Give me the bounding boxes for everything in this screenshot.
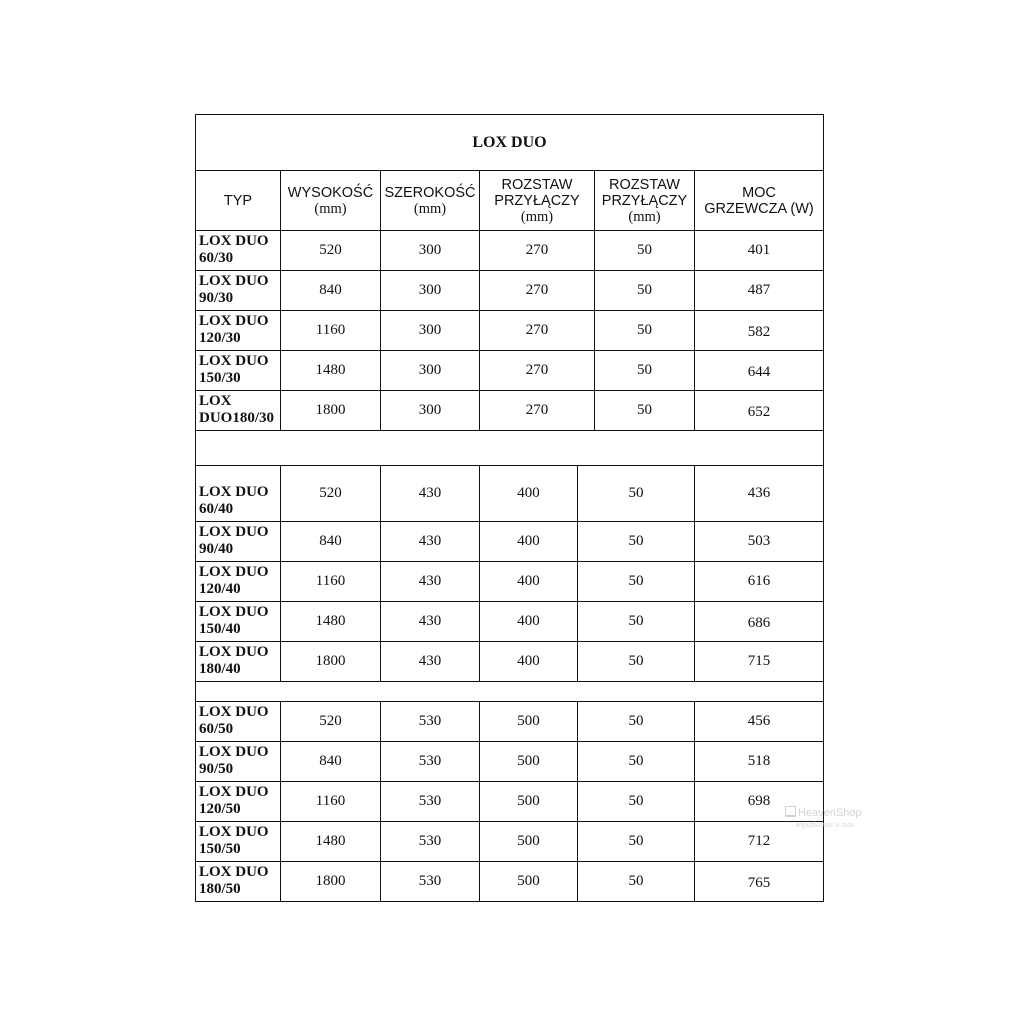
row-type-line: 120/40 (199, 581, 241, 597)
row-type-line: 90/40 (199, 541, 234, 557)
cell-power: 616 (694, 561, 824, 602)
cell-spacing2: 50 (594, 350, 695, 391)
header-przylaczy-b-label: PRZYŁĄCZY (601, 192, 688, 209)
row-type-line: DUO180/30 (199, 410, 274, 426)
cell-height: 1800 (280, 641, 381, 682)
header-przylaczy-a-label: PRZYŁĄCZY (494, 192, 580, 209)
cell-width: 430 (380, 465, 480, 522)
cell-spacing2: 50 (577, 601, 695, 642)
row-type-line: 120/50 (199, 801, 241, 817)
cell-power: 686 (694, 601, 824, 642)
cell-spacing2: 50 (594, 390, 695, 431)
cell-height: 1480 (280, 821, 381, 862)
cell-width: 300 (380, 270, 480, 311)
row-type (195, 350, 281, 391)
cell-spacing2: 50 (577, 821, 695, 862)
cell-spacing2: 50 (577, 641, 695, 682)
cell-power: 518 (694, 741, 824, 782)
row-type-line: 180/40 (199, 661, 241, 677)
cell-spacing2: 50 (577, 861, 695, 902)
cell-power: 487 (694, 270, 824, 311)
row-type (195, 861, 281, 902)
cell-spacing: 400 (479, 465, 578, 522)
row-type-line: LOX DUO (199, 704, 269, 720)
row-type-line: LOX DUO (199, 564, 269, 580)
table-title: LOX DUO (195, 114, 824, 171)
cell-spacing: 500 (479, 741, 578, 782)
row-type (195, 821, 281, 862)
header-moc (694, 170, 824, 231)
row-type (195, 521, 281, 562)
header-typ: TYP (195, 170, 281, 231)
cell-spacing: 400 (479, 641, 578, 682)
cell-spacing2: 50 (577, 465, 695, 522)
cell-spacing: 500 (479, 701, 578, 742)
cell-spacing2: 50 (577, 521, 695, 562)
row-type-line: LOX DUO (199, 604, 269, 620)
row-type-line: LOX DUO (199, 353, 269, 369)
header-rozstaw-b (594, 170, 695, 231)
cell-spacing: 400 (479, 601, 578, 642)
cell-power: 765 (694, 861, 824, 902)
cell-width: 430 (380, 641, 480, 682)
spec-table (195, 114, 824, 904)
cell-width: 300 (380, 310, 480, 351)
cell-spacing2: 50 (594, 270, 695, 311)
row-type (195, 390, 281, 431)
row-type-line: 150/50 (199, 841, 241, 857)
row-type (195, 701, 281, 742)
row-type (195, 781, 281, 822)
row-type-line: LOX DUO (199, 744, 269, 760)
watermark-brand: HeavenShop (798, 807, 862, 819)
row-type (195, 741, 281, 782)
cell-height: 520 (280, 465, 381, 522)
cell-spacing2: 50 (577, 701, 695, 742)
row-type (195, 310, 281, 351)
row-type-line: LOX DUO (199, 784, 269, 800)
cell-width: 300 (380, 390, 480, 431)
cell-spacing: 270 (479, 350, 595, 391)
row-type (195, 561, 281, 602)
cell-width: 530 (380, 821, 480, 862)
row-type-line: LOX DUO (199, 273, 269, 289)
cell-width: 430 (380, 561, 480, 602)
cell-spacing: 270 (479, 270, 595, 311)
row-type (195, 270, 281, 311)
header-szerokosc-label: SZEROKOŚĆ (384, 184, 476, 201)
row-type-line: 150/40 (199, 621, 241, 637)
shop-icon (785, 806, 796, 817)
row-type-line: 90/50 (199, 761, 234, 777)
header-rozstaw-a (479, 170, 595, 231)
row-type-line: 180/50 (199, 881, 241, 897)
cell-power: 582 (694, 310, 824, 351)
cell-height: 840 (280, 741, 381, 782)
row-type-line: LOX DUO (199, 864, 269, 880)
cell-spacing2: 50 (577, 741, 695, 782)
header-wysokosc-label: WYSOKOŚĆ (287, 184, 374, 201)
header-moc-label: MOC (742, 184, 776, 201)
row-type (195, 465, 281, 522)
row-type (195, 641, 281, 682)
cell-spacing: 400 (479, 561, 578, 602)
header-wysokosc (280, 170, 381, 231)
cell-spacing: 400 (479, 521, 578, 562)
header-szerokosc-unit: (mm) (413, 200, 447, 217)
cell-power: 456 (694, 701, 824, 742)
cell-height: 1800 (280, 390, 381, 431)
row-type-line: LOX (199, 393, 232, 409)
cell-power: 503 (694, 521, 824, 562)
row-type-line: LOX DUO (199, 233, 269, 249)
cell-power: 436 (694, 465, 824, 522)
cell-height: 1800 (280, 861, 381, 902)
cell-spacing: 270 (479, 310, 595, 351)
cell-spacing2: 50 (594, 310, 695, 351)
cell-height: 840 (280, 521, 381, 562)
cell-power: 644 (694, 350, 824, 391)
watermark-tagline: wyjątkowo u nas (795, 821, 854, 829)
row-type-line: 120/30 (199, 330, 241, 346)
header-szerokosc (380, 170, 480, 231)
cell-width: 530 (380, 741, 480, 782)
cell-width: 430 (380, 521, 480, 562)
cell-power: 698 (694, 781, 824, 822)
row-type-line: 60/30 (199, 250, 234, 266)
cell-width: 530 (380, 781, 480, 822)
cell-height: 1480 (280, 350, 381, 391)
cell-width: 530 (380, 861, 480, 902)
cell-spacing: 270 (479, 390, 595, 431)
cell-width: 530 (380, 701, 480, 742)
cell-power: 652 (694, 390, 824, 431)
cell-spacing2: 50 (577, 561, 695, 602)
cell-power: 715 (694, 641, 824, 682)
row-type-line: LOX DUO (199, 824, 269, 840)
cell-power: 712 (694, 821, 824, 862)
cell-spacing: 500 (479, 781, 578, 822)
row-type-line: 90/30 (199, 290, 234, 306)
cell-width: 430 (380, 601, 480, 642)
cell-width: 300 (380, 350, 480, 391)
cell-height: 520 (280, 701, 381, 742)
row-type-line: 60/50 (199, 721, 234, 737)
cell-spacing: 500 (479, 861, 578, 902)
cell-height: 1160 (280, 310, 381, 351)
cell-spacing2: 50 (594, 230, 695, 271)
cell-spacing: 500 (479, 821, 578, 862)
group-separator (195, 430, 824, 466)
header-wysokosc-unit: (mm) (314, 200, 347, 217)
watermark (785, 806, 875, 836)
cell-height: 840 (280, 270, 381, 311)
header-grzewcza-label: GRZEWCZA (W) (704, 200, 814, 217)
cell-width: 300 (380, 230, 480, 271)
cell-spacing2: 50 (577, 781, 695, 822)
row-type-line: LOX DUO (199, 313, 269, 329)
cell-height: 1160 (280, 781, 381, 822)
cell-height: 1480 (280, 601, 381, 642)
row-type-line: LOX DUO (199, 484, 269, 500)
cell-height: 520 (280, 230, 381, 271)
row-type-line: LOX DUO (199, 644, 269, 660)
header-rozstaw-a-unit: (mm) (520, 208, 554, 225)
header-rozstaw-b-unit: (mm) (628, 208, 661, 225)
row-type (195, 601, 281, 642)
cell-height: 1160 (280, 561, 381, 602)
row-type (195, 230, 281, 271)
row-type-line: 150/30 (199, 370, 241, 386)
row-type-line: 60/40 (199, 501, 234, 517)
header-rozstaw-a-label: ROZSTAW (501, 176, 573, 193)
row-type-line: LOX DUO (199, 524, 269, 540)
cell-spacing: 270 (479, 230, 595, 271)
group-separator (195, 680, 824, 702)
header-rozstaw-b-label: ROZSTAW (609, 176, 680, 193)
cell-power: 401 (694, 230, 824, 271)
